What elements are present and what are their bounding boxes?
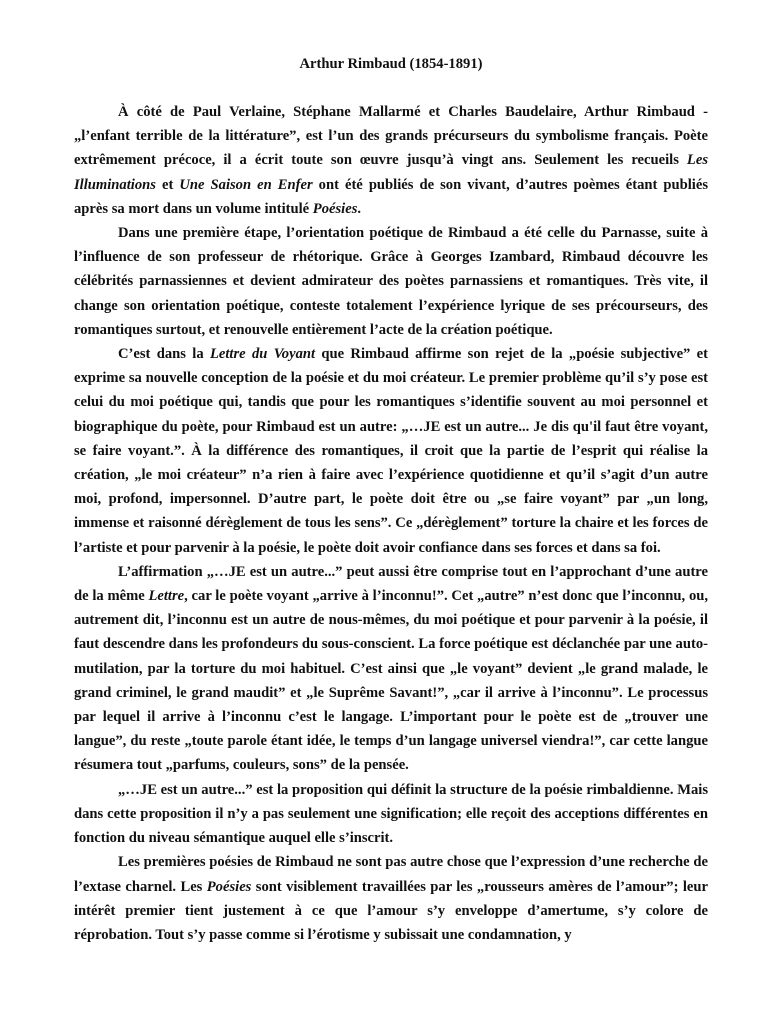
paragraph-text: sont visiblement travaillées par les „rousseurs amères de l’amour”; leur intérêt premier tient justement à ce que l’amour s’y enveloppe d’amertume, s’y colore de réprobation. Tout s’y passe comme si l’érotisme y subissait une condamnation, y: [74, 878, 708, 943]
italic-title-text: Lettre: [148, 588, 185, 605]
paragraph-text: „…JE est un autre...” est la proposition qui définit la structure de la poésie rimbaldienne. Mais dans cette proposition il n’y a pas seulement une signification; elle reçoit des acceptions différentes en fonction du niveau sémantique auquel elle s’inscrit.: [74, 781, 708, 847]
italic-title-text: Lettre du Voyant: [209, 346, 316, 363]
body-paragraph: [74, 850, 708, 947]
body-paragraph: [74, 100, 708, 221]
paragraph-text: que Rimbaud affirme son rejet de la „poésie subjective” et exprime sa nouvelle conception de la poésie et du moi créateur. Le premier problème qu’il s’y pose est celui du moi poétique qui, tandis que pour les romantiques s’identifie souvent au moi personnel et biographique du poète, pour Rimbaud est un autre: „…JE est un autre... Je dis qu'il faut être voyant, se faire voyant.”. À la différence des romantiques, il croit que la partie de l’esprit qui réalise la création, „le moi créateur” n’a rien à faire avec l’expérience quotidienne et qu’il s’agit d’un autre moi, profond, impersonnel. D’autre part, le poète doit être ou „se faire voyant” par „un long, immense et raisonné dérèglement de tous les sens”. Ce „dérèglement” torture la chaire et les forces de l’artiste et pour parvenir à la poésie, le poète doit avoir confiance dans ses forces et dans sa foi.: [74, 346, 709, 556]
document-body: [74, 100, 708, 947]
paragraph-text: Dans une première étape, l’orientation poétique de Rimbaud a été celle du Parnasse, suite à l’influence de son professeur de rhétorique. Grâce à Georges Izambard, Rimbaud découvre les célébrités parnassiennes et devient admirateur des poètes parnassiens et romantiques. Très vite, il change son orientation poétique, conteste totalement l’expérience lyrique de ses précourseurs, des romantiques surtout, et renouvelle entièrement l’acte de la création poétique.: [74, 225, 708, 338]
body-paragraph: [74, 221, 708, 342]
italic-title-text: Poésies: [312, 200, 358, 217]
document-title: Arthur Rimbaud (1854-1891): [299, 56, 483, 72]
paragraph-text: .: [357, 200, 362, 217]
italic-title-text: Les Illuminations: [74, 152, 708, 193]
paragraph-text: , car le poète voyant „arrive à l’inconnu!”. Cet „autre” n’est donc que l’inconnu, ou, autrement dit, l’inconnu est un autre de nous-mêmes, du moi poétique et pour parvenir à la poésie, il faut descendre dans les profondeurs du sous-conscient. La force poétique est déclanchée par une auto-mutilation, par la torture du moi habituel. C’est ainsi que „le voyant” devient „le grand malade, le grand criminel, le grand maudit” et „le Suprême Savant!”, „car il arrive à l’inconnu”. Le processus par lequel il arrive à l’inconnu c’est le langage. L’important pour le poète est de „trouver une langue”, du reste „toute parole étant idée, le temps d’un langage universel viendra!”, car cette langue résumera tout „parfums, couleurs, sons” de la pensée.: [74, 588, 708, 774]
paragraph-text: L’affirmation „…JE est un autre...” peut aussi être comprise tout en l’approchant d’une autre de la même: [74, 563, 708, 605]
paragraph-text: C’est dans la: [118, 346, 210, 363]
body-paragraph: [74, 560, 708, 778]
italic-title-text: Une Saison en Enfer: [179, 176, 313, 193]
paragraph-text: À côté de Paul Verlaine, Stéphane Mallarmé et Charles Baudelaire, Arthur Rimbaud - „l’enfant terrible de la littérature”, est l’un des grands précurseurs du symbolisme français. Poète extrêmement précoce, il a écrit toute son œuvre jusqu’à vingt ans. Seulement les recueils: [74, 104, 708, 169]
body-paragraph: [74, 342, 708, 560]
paragraph-text: ont été publiés de son vivant, d’autres poèmes étant publiés après sa mort dans un volume intitulé: [74, 176, 708, 217]
italic-title-text: Poésies: [206, 878, 252, 895]
paragraph-text: Les premières poésies de Rimbaud ne sont pas autre chose que l’expression d’une recherche de l’extase charnel. Les: [74, 854, 708, 895]
body-paragraph: [74, 778, 708, 851]
paragraph-text: et: [155, 176, 180, 193]
